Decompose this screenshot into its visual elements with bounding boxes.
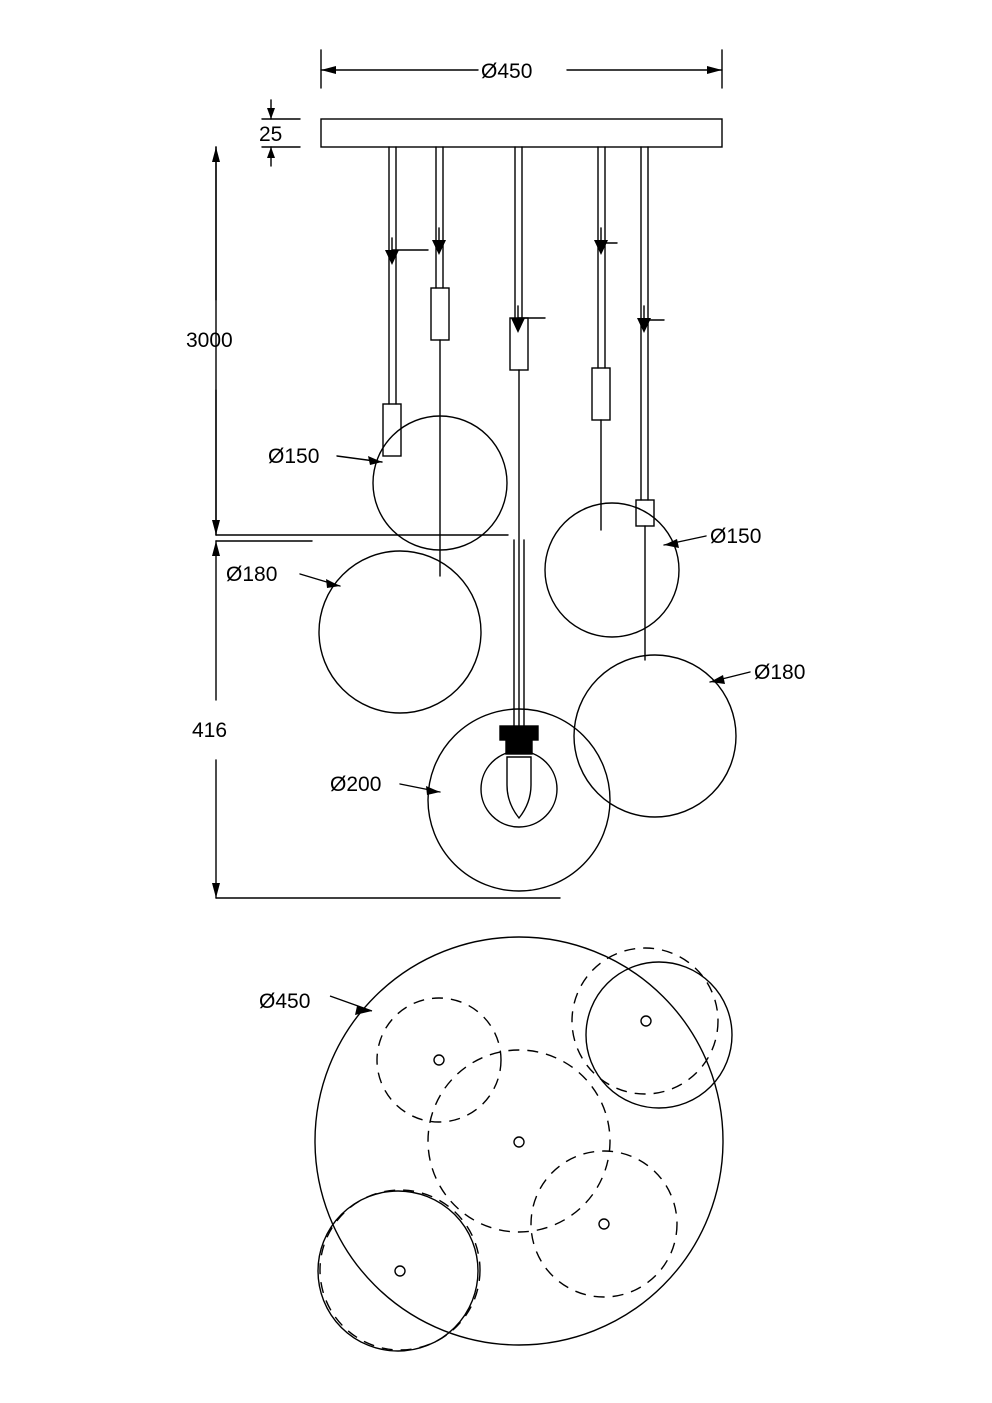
plan-center-2 [641,1016,651,1026]
plan-dashed-globe-4 [531,1151,677,1297]
label-cluster-height: 416 [192,719,228,742]
plan-dashed-globe-1 [377,998,501,1122]
label-globe-180-right: Ø180 [754,661,806,684]
globe-200-center [428,709,610,891]
suspension-cables [383,147,664,730]
canopy-plate [321,119,722,147]
plan-view [315,937,732,1351]
plan-dashed-globe-2 [572,948,718,1094]
label-globe-180-left: Ø180 [226,563,278,586]
label-canopy-diameter: Ø450 [481,60,533,83]
plan-center-5 [395,1266,405,1276]
plan-center-1 [434,1055,444,1065]
label-drop-length: 3000 [186,329,233,352]
dimension-cluster-416 [212,541,560,898]
label-plan-diameter: Ø450 [259,990,311,1013]
label-globe-150-left: Ø150 [268,445,320,468]
plan-globe-outline-1 [586,962,732,1108]
globe-180-right [574,655,736,817]
plan-center-4 [599,1219,609,1229]
elevation-view [212,50,750,898]
plan-canopy-outline [315,937,723,1345]
label-globe-150-right: Ø150 [710,525,762,548]
globe-180-left [319,551,481,713]
label-globe-200-center: Ø200 [330,773,382,796]
plan-dashed-globe-3 [428,1050,610,1232]
plan-center-marks [395,1016,651,1276]
globe-150-right [545,503,679,637]
dimension-labels [186,60,805,1013]
dimension-drop-3000 [212,147,508,535]
plan-center-3 [514,1137,524,1147]
label-canopy-thickness: 25 [259,123,283,146]
